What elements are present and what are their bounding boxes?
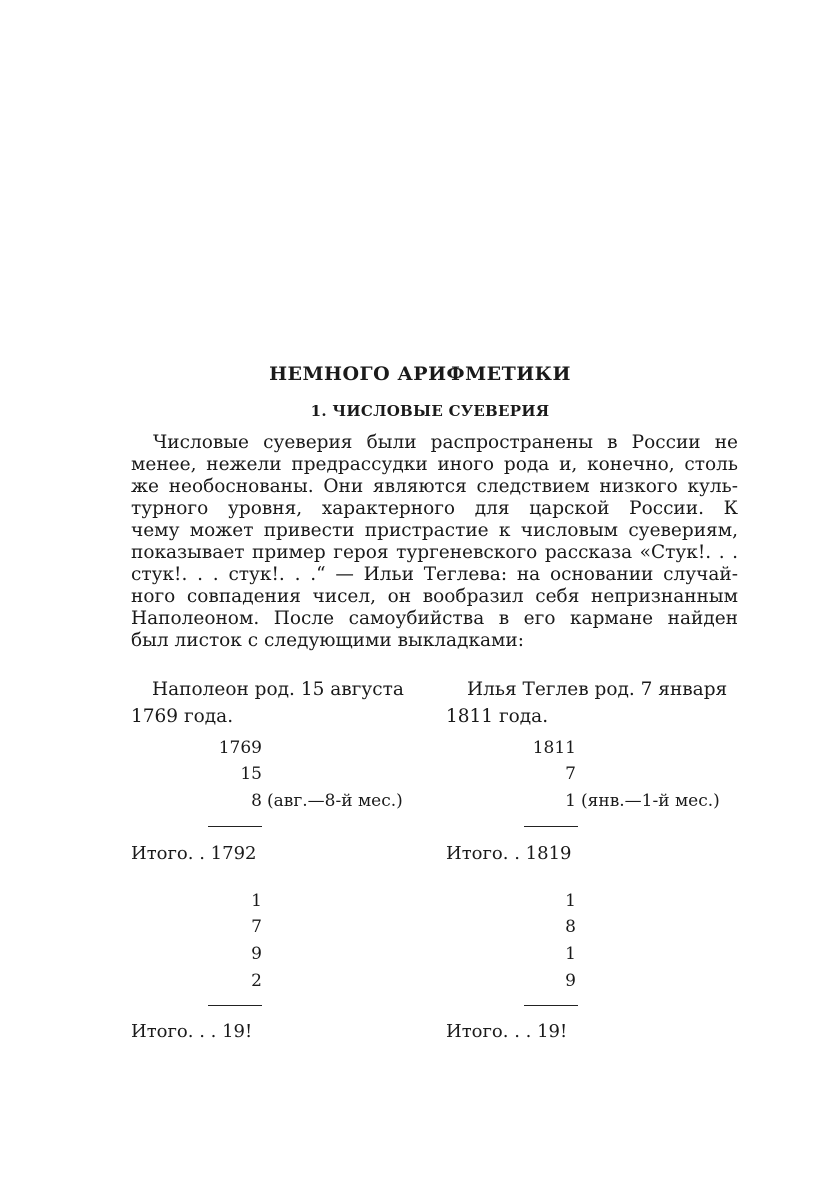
section-heading: 1. ЧИСЛОВЫЕ СУЕВЕРИЯ xyxy=(310,402,550,420)
paragraph-line: Числовые суеверия были распространены в России не xyxy=(153,432,738,453)
napoleon-month-note: (авг.—8-й мес.) xyxy=(267,791,403,811)
napoleon-digit: 2 xyxy=(251,971,262,991)
teglev-digit: 1 xyxy=(565,944,576,964)
paragraph-line: же необоснованы. Они являются следствием низкого куль- xyxy=(131,476,738,497)
napoleon-birth-header xyxy=(131,676,404,730)
napoleon-digit: 1 xyxy=(251,891,262,911)
teglev-digit: 8 xyxy=(565,917,576,937)
total-value: 1819 xyxy=(525,843,572,864)
napoleon-digit: 9 xyxy=(251,944,262,964)
paragraph-line: чему может привести пристрастие к числовым суевериям, xyxy=(131,520,738,541)
napoleon-digit: 7 xyxy=(251,917,262,937)
napoleon-birth-line: Наполеон род. 15 августа xyxy=(152,679,404,700)
paragraph-line: показывает пример героя тургеневского рассказа «Стук!. . . xyxy=(131,542,738,563)
total-value: 19! xyxy=(222,1021,253,1042)
total-label: Итого. . . xyxy=(446,1021,532,1042)
paragraph-line: стук!. . . стук!. . .“ — Ильи Теглева: на основании случай- xyxy=(131,564,738,585)
total-label: Итого. . . xyxy=(131,1021,217,1042)
teglev-day: 7 xyxy=(565,764,576,784)
teglev-birth-line: Илья Теглев род. 7 января xyxy=(467,679,728,700)
napoleon-total-1 xyxy=(131,843,256,865)
paragraph-line: был листок с следующими выкладками: xyxy=(131,630,524,651)
paragraph-line: менее, нежели предрассудки иного рода и, конечно, столь xyxy=(131,454,738,475)
body-paragraph xyxy=(131,432,738,652)
sum-rule xyxy=(524,826,578,827)
sum-rule xyxy=(208,1005,262,1006)
total-value: 19! xyxy=(537,1021,568,1042)
page-title: НЕМНОГО АРИФМЕТИКИ xyxy=(269,363,571,385)
total-label: Итого. . xyxy=(131,843,205,864)
paragraph-line: турного уровня, характерного для царской России. К xyxy=(131,498,738,519)
total-value: 1792 xyxy=(210,843,257,864)
teglev-digit: 9 xyxy=(565,971,576,991)
teglev-month-note: (янв.—1-й мес.) xyxy=(581,791,720,811)
teglev-total-1 xyxy=(446,843,571,865)
sum-rule xyxy=(524,1005,578,1006)
teglev-month: 1 xyxy=(565,791,576,811)
napoleon-month: 8 xyxy=(251,791,262,811)
teglev-digit: 1 xyxy=(565,891,576,911)
paragraph-line: ного совпадения чисел, он вообразил себя непризнанным xyxy=(131,586,738,607)
teglev-birth-header xyxy=(446,676,727,730)
napoleon-total-2 xyxy=(131,1021,252,1043)
teglev-year: 1811 xyxy=(532,738,576,758)
paragraph-line: Наполеоном. После самоубийства в его кармане найден xyxy=(131,608,738,629)
napoleon-day: 15 xyxy=(240,764,262,784)
sum-rule xyxy=(208,826,262,827)
total-label: Итого. . xyxy=(446,843,520,864)
teglev-total-2 xyxy=(446,1021,567,1043)
teglev-birth-year-line: 1811 года. xyxy=(446,706,549,727)
napoleon-birth-year-line: 1769 года. xyxy=(131,706,234,727)
napoleon-year: 1769 xyxy=(218,738,262,758)
